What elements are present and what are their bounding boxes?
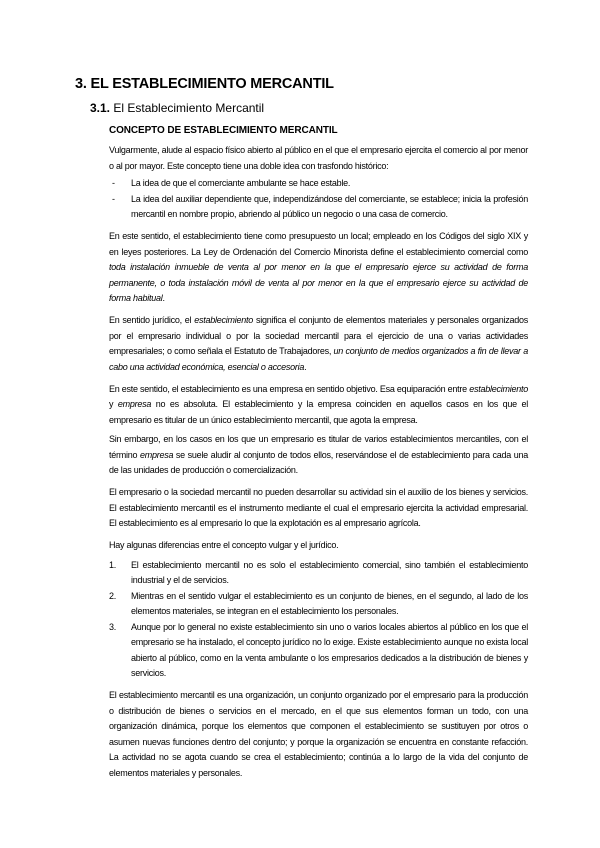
paragraph-sin-embargo bbox=[109, 432, 528, 479]
paragraph-instrumento: El empresario o la sociedad mercantil no pueden desarrollar su actividad sin el auxilio de los bienes y servicios. El establecimiento mercantil es el instrumento mediante el cual el empresario ejercita la actividad empresarial. El establecimiento es al empresario lo que la explotación es al empresario agrícola. bbox=[109, 487, 528, 528]
list-number: 3. bbox=[109, 621, 117, 632]
subsection-number: 3.1. bbox=[90, 101, 111, 115]
text-run: . bbox=[304, 361, 307, 372]
text-run: En este sentido, el establecimiento es una empresa en sentido objetivo. Esa equiparación entre bbox=[109, 383, 470, 394]
subsection-title: El Establecimiento Mercantil bbox=[113, 101, 265, 115]
text-run: En sentido jurídico, el bbox=[109, 315, 195, 325]
concept-heading: CONCEPTO DE ESTABLECIMIENTO MERCANTIL bbox=[109, 125, 338, 136]
paragraph-vulgar: Vulgarmente, alude al espacio físico abierto al público en el que el empresario ejercita el comercio al por menor o al por mayor. Este concepto tiene una doble idea con trasfondo histórico: bbox=[109, 145, 528, 171]
list-item bbox=[109, 620, 528, 682]
paragraph-organizacion: El establecimiento mercantil es una organización, un conjunto organizado por el empresario para la producción o distribución de bienes o servicios en el mercado, en el que sus elementos forman un todo, con una organización dinámica, porque los elementos que componen el establecimiento se sustituyen por otros o asumen nuevas funciones dentro del conjunto; y porque la organización se encuentra en constante refacción. La actividad no se agota cuando se crea el establecimiento; continúa a lo largo de la vida del conjunto de elementos materiales y personales. bbox=[109, 690, 528, 778]
list-number: 1. bbox=[109, 559, 117, 570]
list-item: - La idea de que el comerciante ambulante se hace estable. bbox=[109, 176, 528, 192]
text-run: y bbox=[109, 399, 118, 409]
italic-run: empresa bbox=[117, 399, 152, 409]
paragraph-juridico bbox=[109, 313, 528, 375]
text-run: se suele aludir al conjunto de todos ellos, reservándose el de establecimiento para cada una de las unidades de producción o comercialización. bbox=[109, 449, 528, 475]
italic-run: establecimiento bbox=[194, 315, 254, 325]
paragraph-objetivo bbox=[109, 382, 528, 429]
italic-run: un conjunto de medios organizados a fin de llevar a cabo una actividad económica, esencial o accesoria bbox=[109, 346, 528, 372]
numbered-list bbox=[109, 558, 528, 682]
text-run: significa el conjunto de elementos materiales y personales organizados por el empresario individual o por la sociedad mercantil para el ejercicio de una o varias actividades empresariales; o como señala el Estatuto de Trabajadores, bbox=[109, 315, 528, 356]
list-text: El establecimiento mercantil no es solo el establecimiento comercial, sino también el establecimiento industrial y el de servicios. bbox=[131, 559, 528, 585]
section-heading: 3. EL ESTABLECIMIENTO MERCANTIL bbox=[75, 76, 334, 92]
italic-run: empresa bbox=[139, 449, 174, 460]
list-item bbox=[109, 558, 528, 589]
text-run: En este sentido, el establecimiento tiene como presupuesto un local; empleado en los Códigos del siglo XIX y en leyes posteriores. La Ley de Ordenación del Comercio Minorista define el establecimiento comercial como bbox=[109, 231, 528, 257]
text-run: Sin embargo, en los casos en los que un empresario es titular de varios establecimientos mercantiles, con el término bbox=[109, 434, 528, 460]
document-body bbox=[109, 143, 528, 781]
paragraph-local bbox=[109, 229, 528, 307]
dash-list bbox=[109, 176, 528, 223]
list-item: - La idea del auxiliar dependiente que, independizándose del comerciante, se establece; inicia la profesión mercantil en nombre propio, abriendo al público un negocio o una casa de comercio. bbox=[109, 192, 528, 223]
italic-run: toda instalación inmueble de venta al por menor en la que el empresario ejerce su actividad de forma permanente, o toda instalación móvil de venta al por menor en la que el empresario ejerce su actividad de forma habitual bbox=[109, 262, 528, 303]
subsection-heading bbox=[90, 101, 264, 115]
list-number: 2. bbox=[109, 590, 117, 601]
italic-run: establecimiento bbox=[469, 383, 528, 394]
list-item bbox=[109, 589, 528, 620]
text-run: no es absoluta. El establecimiento y la empresa coinciden en aquellos casos en los que el empresario es titular de un único establecimiento mercantil, que agota la empresa. bbox=[109, 399, 528, 425]
list-text: Aunque por lo general no existe establecimiento sin uno o varios locales abiertos al público en los que el empresario se ha instalado, el concepto jurídico no lo exige. Existe establecimiento aunque no exista local abierto al público, como en la venta ambulante o los empresarios dedicados a la distribución de bienes y servicios. bbox=[131, 621, 528, 678]
list-text: Mientras en el sentido vulgar el establecimiento es un conjunto de bienes, en el segundo, al lado de los elementos materiales, se integran en el establecimiento los personales. bbox=[131, 590, 528, 616]
paragraph-diferencias: Hay algunas diferencias entre el concepto vulgar y el jurídico. bbox=[109, 540, 339, 550]
text-run: . bbox=[162, 293, 165, 303]
